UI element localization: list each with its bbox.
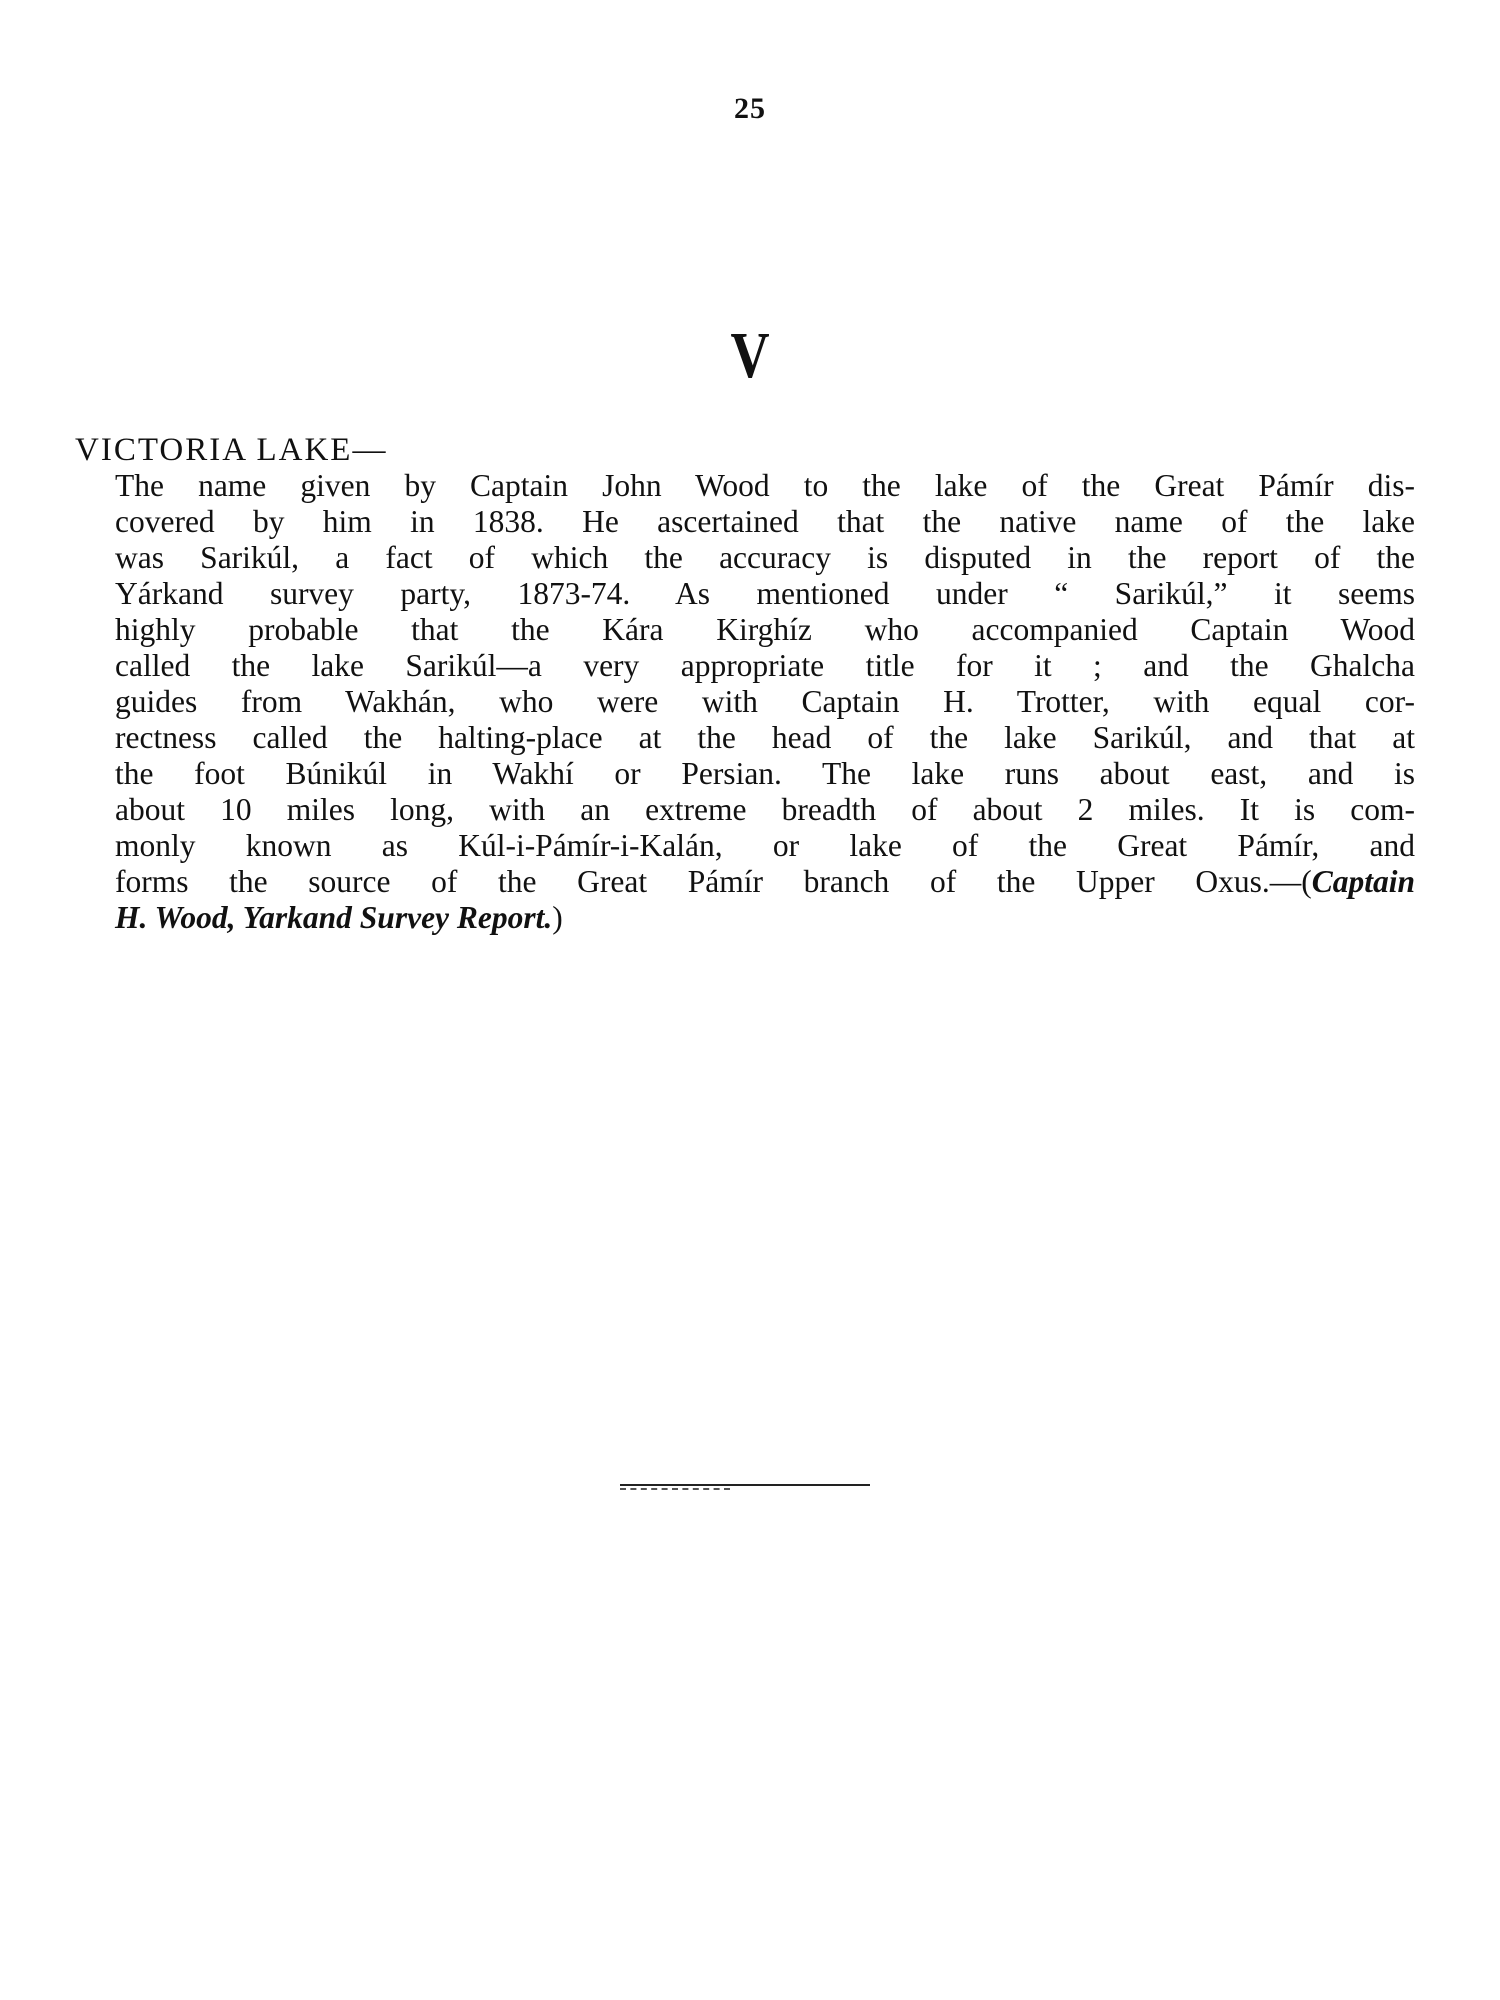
entry-heading: VICTORIA LAKE— [75, 432, 388, 468]
body-line: Yárkand survey party, 1873-74. As mentioned under “ Sarikúl,” it seems [115, 576, 1415, 611]
entry-body [115, 468, 1415, 936]
body-line: was Sarikúl, a fact of which the accuracy is disputed in the report of the [115, 540, 1415, 575]
citation-close: ) [552, 900, 563, 935]
body-line: The name given by Captain John Wood to the lake of the Great Pámír dis- [115, 468, 1415, 503]
body-line: about 10 miles long, with an extreme breadth of about 2 miles. It is com- [115, 792, 1415, 827]
page-number: 25 [734, 92, 766, 125]
body-line-penultimate [115, 864, 1415, 900]
body-line: the foot Búnikúl in Wakhí or Persian. The lake runs about east, and is [115, 756, 1415, 791]
body-line: called the lake Sarikúl—a very appropriate title for it ; and the Ghalcha [115, 648, 1415, 683]
body-line-text: forms the source of the Great Pámír branch of the Upper Oxus.—( [115, 864, 1312, 899]
body-line: rectness called the halting-place at the head of the lake Sarikúl, and that at [115, 720, 1415, 755]
body-line: covered by him in 1838. He ascertained that the native name of the lake [115, 504, 1415, 539]
body-line-last [115, 900, 1415, 936]
body-line: guides from Wakhán, who were with Captain H. Trotter, with equal cor- [115, 684, 1415, 719]
body-line: monly known as Kúl-i-Pámír-i-Kalán, or lake of the Great Pámír, and [115, 828, 1415, 863]
citation-start: Captain [1311, 864, 1415, 899]
citation-source: H. Wood, Yarkand Survey Report. [115, 900, 553, 935]
end-rule [620, 1484, 870, 1486]
section-letter: V [730, 319, 770, 392]
body-line: highly probable that the Kára Kirghíz who accompanied Captain Wood [115, 612, 1415, 647]
